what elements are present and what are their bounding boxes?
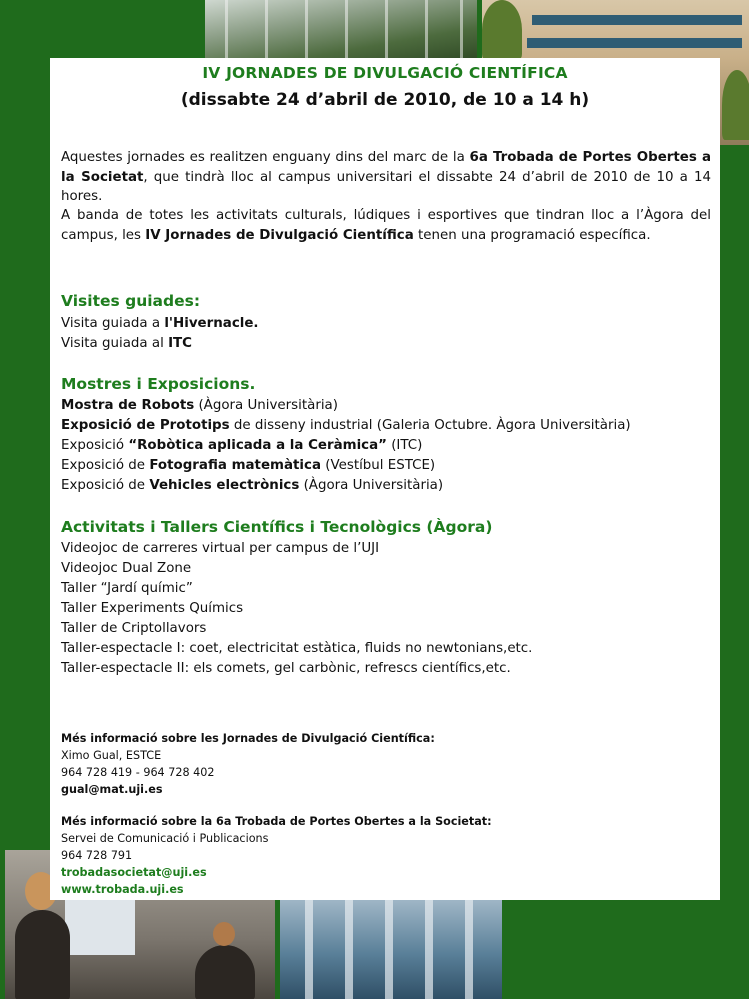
intro-paragraph-2: A banda de totes les activitats culturals, lúdiques i esportives que tindran lloc a l’Àgora del campus, les IV Jornades de Divulgació Científica tenen una programació específica.: [61, 208, 711, 243]
website-link[interactable]: www.trobada.uji.es: [61, 883, 184, 896]
list-item: Mostra de Robots (Àgora Universitària): [61, 398, 338, 413]
list-item: Visita guiada al ITC: [61, 336, 193, 351]
activitats-heading: Activitats i Tallers Científics i Tecnològics (Àgora): [61, 518, 493, 536]
mostres-list: [61, 396, 631, 496]
list-item: Exposició de Prototips de disseny industrial (Galeria Octubre. Àgora Universitària): [61, 418, 631, 433]
list-item: Exposició de Fotografia matemàtica (Vestíbul ESTCE): [61, 458, 436, 473]
list-item: Taller “Jardí químic”: [61, 581, 193, 596]
contact-email-link[interactable]: trobadasocietat@uji.es: [61, 866, 207, 879]
contact-trobada: [61, 813, 492, 898]
document-sheet: [50, 58, 720, 900]
list-item: Taller-espectacle I: coet, electricitat estàtica, fluids no newtonians,etc.: [61, 641, 533, 656]
contact-email-link[interactable]: gual@mat.uji.es: [61, 783, 163, 796]
page-title: IV JORNADES DE DIVULGACIÓ CIENTÍFICA: [202, 64, 568, 82]
contact-jornades-heading: Més informació sobre les Jornades de Divulgació Científica:: [61, 732, 435, 745]
list-item: Visita guiada a l'Hivernacle.: [61, 316, 259, 331]
contact-phone: 964 728 791: [61, 849, 133, 862]
facade-photo: [280, 900, 502, 999]
contact-phone: 964 728 419 - 964 728 402: [61, 766, 215, 779]
list-item: Taller de Criptollavors: [61, 621, 207, 636]
visites-list: [61, 314, 259, 354]
contact-jornades: [61, 730, 435, 798]
list-item: Taller Experiments Químics: [61, 601, 244, 616]
page-subtitle: (dissabte 24 d’abril de 2010, de 10 a 14 h): [180, 90, 590, 110]
contact-name: Ximo Gual, ESTCE: [61, 749, 162, 762]
list-item: Videojoc de carreres virtual per campus de l’UJI: [61, 541, 380, 556]
list-item: Exposició de Vehicles electrònics (Àgora Universitària): [61, 478, 444, 493]
list-item: Exposició “Robòtica aplicada a la Ceràmica” (ITC): [61, 438, 423, 453]
contact-trobada-heading: Més informació sobre la 6a Trobada de Portes Obertes a la Societat:: [61, 815, 492, 828]
mostres-heading: Mostres i Exposicions.: [61, 375, 256, 393]
contact-org: Servei de Comunicació i Publicacions: [61, 832, 269, 845]
list-item: Videojoc Dual Zone: [61, 561, 192, 576]
visites-heading: Visites guiades:: [61, 292, 201, 310]
activitats-list: [61, 539, 532, 679]
greenhouse-photo: [205, 0, 477, 60]
list-item: Taller-espectacle II: els comets, gel carbònic, refrescs científics,etc.: [61, 661, 511, 676]
intro-paragraph-1: Aquestes jornades es realitzen enguany dins del marc de la 6a Trobada de Portes Obertes a la Societat, que tindrà lloc al campus universitari el dissabte 24 d’abril de 2010 de 10 a 14 hores.: [61, 150, 711, 204]
